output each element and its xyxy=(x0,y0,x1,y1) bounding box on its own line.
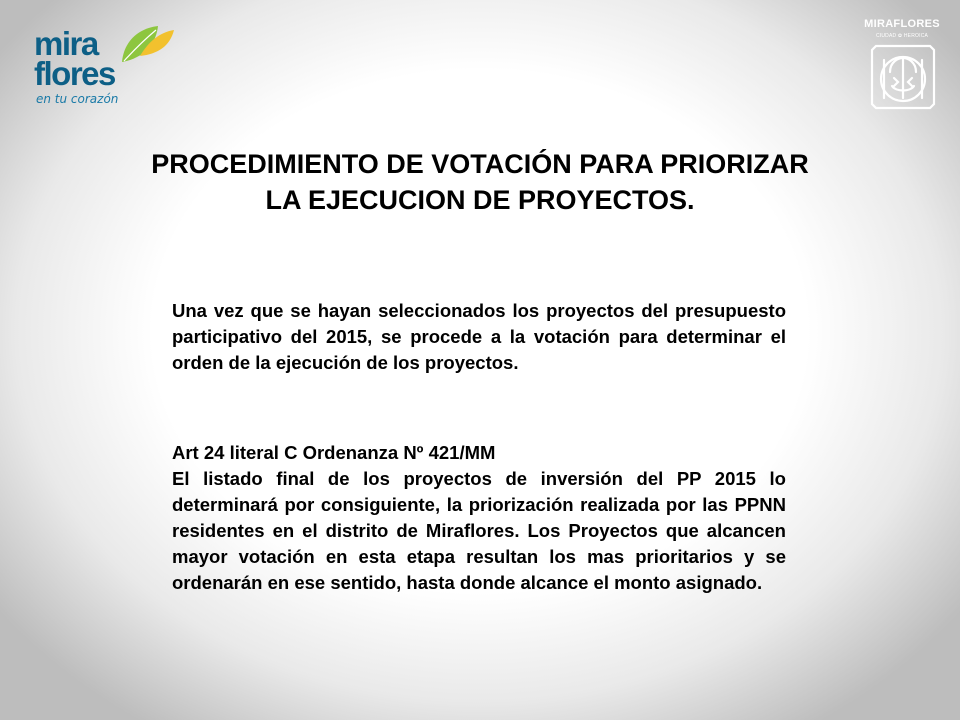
seal-name: MIRAFLORES xyxy=(864,18,940,30)
logo-tagline: en tu corazón xyxy=(36,92,119,106)
miraflores-logo xyxy=(34,22,164,112)
seal-emblem-icon xyxy=(868,42,938,112)
leaf-icon xyxy=(114,22,176,68)
intro-paragraph: Una vez que se hayan seleccionados los proyectos del presupuesto participativo del 2015, se procede a la votación para determinar el orden de la ejecución de los proyectos. xyxy=(172,300,786,373)
miraflores-seal xyxy=(862,18,942,114)
logo-word-flores: flores xyxy=(34,55,115,92)
page-title: PROCEDIMIENTO DE VOTACIÓN PARA PRIORIZAR LA EJECUCION DE PROYECTOS. xyxy=(151,149,809,215)
seal-subtitle: CIUDAD ✿ HEROICA xyxy=(875,33,929,39)
article-heading: Art 24 literal C Ordenanza Nº 421/MM xyxy=(172,442,496,463)
logo-word-mira: mira xyxy=(34,25,98,62)
article-paragraph: El listado final de los proyectos de inversión del PP 2015 lo determinará por consiguiente, la priorización realizada por las PPNN residentes en el distrito de Miraflores. Los Proyectos que alcancen mayor votación en esta etapa resultan los mas prioritarios y se ordenarán en ese sentido, hasta donde alcance el monto asignado. xyxy=(172,468,786,593)
